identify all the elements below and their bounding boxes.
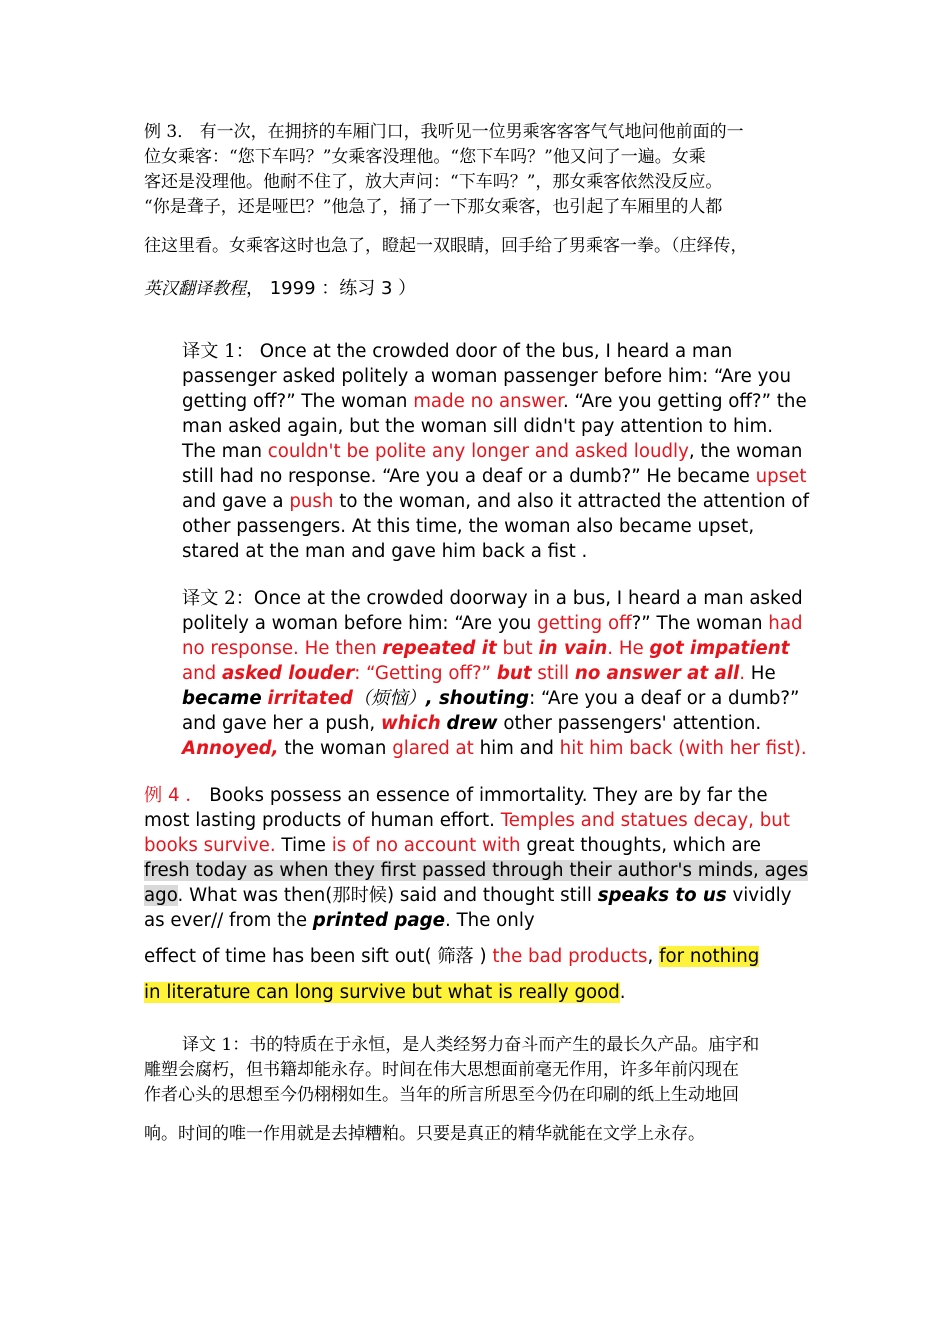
text-run: . What was then( xyxy=(177,885,333,906)
example-3-citation xyxy=(144,273,810,305)
bold-italic-run: drew xyxy=(446,713,498,734)
text-run: vividly as ever// from the xyxy=(144,885,792,931)
text-run: , the woman still had no response. “Are you a deaf or a dumb?” He became xyxy=(182,441,803,487)
chinese-translation-line: 响。时间的唯一作用就是去掉糟粕。只要是真正的精华就能在文学上永存。 xyxy=(144,1124,705,1144)
example-3-line: 往这里看。女乘客这时也急了，瞪起一双眼睛，回手给了男乘客一拳。（庄绎传， xyxy=(144,236,748,256)
text-run: ) said and thought still xyxy=(386,885,598,906)
highlight-red: . He xyxy=(607,638,650,659)
highlight-red: had no response xyxy=(182,613,803,659)
chinese-translation-line: 雕塑会腐朽，但书籍却能永存。时间在伟大思想面前毫无作用，许多年前闪现在 xyxy=(144,1060,739,1080)
highlight-gray: fresh today as when they first passed through their author's minds, ages ago xyxy=(144,860,808,906)
highlight-red: is of no account with xyxy=(331,835,521,856)
bold-italic-run: , shouting xyxy=(425,688,530,709)
highlight-red-bold: which xyxy=(380,713,441,734)
text-run: other passengers' attention. xyxy=(497,713,762,734)
highlight-red-bold: asked louder xyxy=(222,663,355,684)
translation-2 xyxy=(144,586,810,761)
chinese-gloss: 筛落 xyxy=(431,946,480,967)
chinese-translation-label: 译文 1： xyxy=(182,1035,250,1055)
highlight-red-bold: irritated xyxy=(267,688,353,709)
text-run: great thoughts, which are xyxy=(520,835,761,856)
bold-italic-run: became xyxy=(182,688,262,709)
text-run: Time xyxy=(275,835,332,856)
highlight-red-bold: in vain xyxy=(538,638,608,659)
text-run: . The only xyxy=(445,910,535,931)
text-run: ?” The woman xyxy=(631,613,769,634)
example-4-continued xyxy=(144,939,810,975)
bold-italic-run: printed page xyxy=(312,910,445,931)
text-run: to the woman, and also it attracted the attention of other passengers. At this time, the woman also became upset, stared at the man and gave him back a fist . xyxy=(182,491,809,562)
example-3-source xyxy=(144,120,810,259)
highlight-red: the bad products xyxy=(492,946,648,967)
text-run: 书的特质在于永恒，是人类经努力奋斗而产生的最长久产品。庙宇和 xyxy=(249,1035,760,1055)
highlight-red-bold: but xyxy=(496,663,532,684)
text-run: the woman xyxy=(278,738,393,759)
chinese-translation-line: 作者心头的思想至今仍栩栩如生。当年的所言所思至今仍在印刷的纸上生动地回 xyxy=(144,1085,739,1105)
highlight-red: upset xyxy=(755,466,807,487)
highlight-red-bold: no answer at all xyxy=(574,663,740,684)
example-4 xyxy=(144,783,810,933)
translation-1 xyxy=(144,339,810,564)
text-run: and gave a xyxy=(182,491,290,512)
text-run: , xyxy=(647,946,660,967)
example-3-line: 例 3． 有一次，在拥挤的车厢门口，我听见一位男乘客客客气气地问他前面的一 xyxy=(144,122,744,142)
highlight-red: and xyxy=(182,663,222,684)
text-run: Once at the crowded door of the bus, I heard a man passenger asked politely a woman passenger before him: “Are you getting off?” The woman xyxy=(182,341,792,412)
highlight-red: couldn't be polite any longer and asked loudly xyxy=(267,441,689,462)
example-3-line: 位女乘客：“您下车吗？”女乘客没理他。“您下车吗？”他又问了一遍。女乘 xyxy=(144,147,706,167)
text-run: effect of time has been sift out( xyxy=(144,946,432,967)
text-run: . xyxy=(619,982,626,1003)
citation-book-title: 英汉翻译教程 xyxy=(144,279,246,299)
example-3-line: “你是聋子，还是哑巴？”他急了，捅了一下那女乘客，也引起了车厢里的人都 xyxy=(144,197,723,217)
highlight-red-bold: repeated it xyxy=(382,638,497,659)
text-run: Once at the crowded doorway in a bus, I heard a man asked politely a woman before him: “Are you xyxy=(182,588,803,634)
highlight-red-bold: Annoyed, xyxy=(182,738,279,759)
chinese-gloss: （烦恼） xyxy=(352,688,426,709)
highlight-red: . He then xyxy=(293,638,383,659)
highlight-red: Temples and statues decay, but books survive. xyxy=(144,810,790,856)
example-4-label: 例 4 ． xyxy=(144,785,204,806)
bold-italic-run: speaks to us xyxy=(597,885,727,906)
highlight-red: . xyxy=(739,663,746,684)
example-3-line: 客还是没理他。他耐不住了，放大声问：“下车吗？”，那女乘客依然没反应。 xyxy=(144,172,723,192)
translation-2-label: 译文 2： xyxy=(182,588,254,609)
highlight-red: getting off xyxy=(537,613,632,634)
text-run: . “Are you getting off?” the man asked again, but the woman sill didn't pay attention to him. The man xyxy=(182,391,807,462)
highlight-red: still xyxy=(531,663,575,684)
highlight-yellow: for nothing xyxy=(659,946,760,967)
chinese-gloss: 那时候 xyxy=(332,885,387,906)
highlight-red: : “Getting off?” xyxy=(354,663,497,684)
chinese-translation-1 xyxy=(144,1033,810,1147)
highlight-red: but xyxy=(496,638,539,659)
text-run: ) xyxy=(479,946,493,967)
highlight-red: hit him back (with her fist). xyxy=(559,738,807,759)
translation-1-label: 译文 1： xyxy=(182,341,254,362)
highlight-red: push xyxy=(289,491,334,512)
highlight-yellow: in literature can long survive but what is really good xyxy=(144,982,620,1003)
text-run: Books possess an essence of immortality. They are by far the most lasting products of human effort. xyxy=(144,785,768,831)
citation-year: ， 1999 ：练习 3 ） xyxy=(246,278,417,299)
text-run: He xyxy=(745,663,776,684)
document-page xyxy=(144,120,810,1147)
highlight-red: glared at xyxy=(392,738,474,759)
text-run: : “Are you a deaf or a dumb?” and gave her a push, xyxy=(182,688,800,734)
chinese-translation-line xyxy=(144,1033,810,1058)
highlight-red-bold: got impatient xyxy=(649,638,790,659)
highlight-red: made no answer xyxy=(413,391,564,412)
example-4-last-line xyxy=(144,975,810,1011)
text-run: him and xyxy=(473,738,560,759)
